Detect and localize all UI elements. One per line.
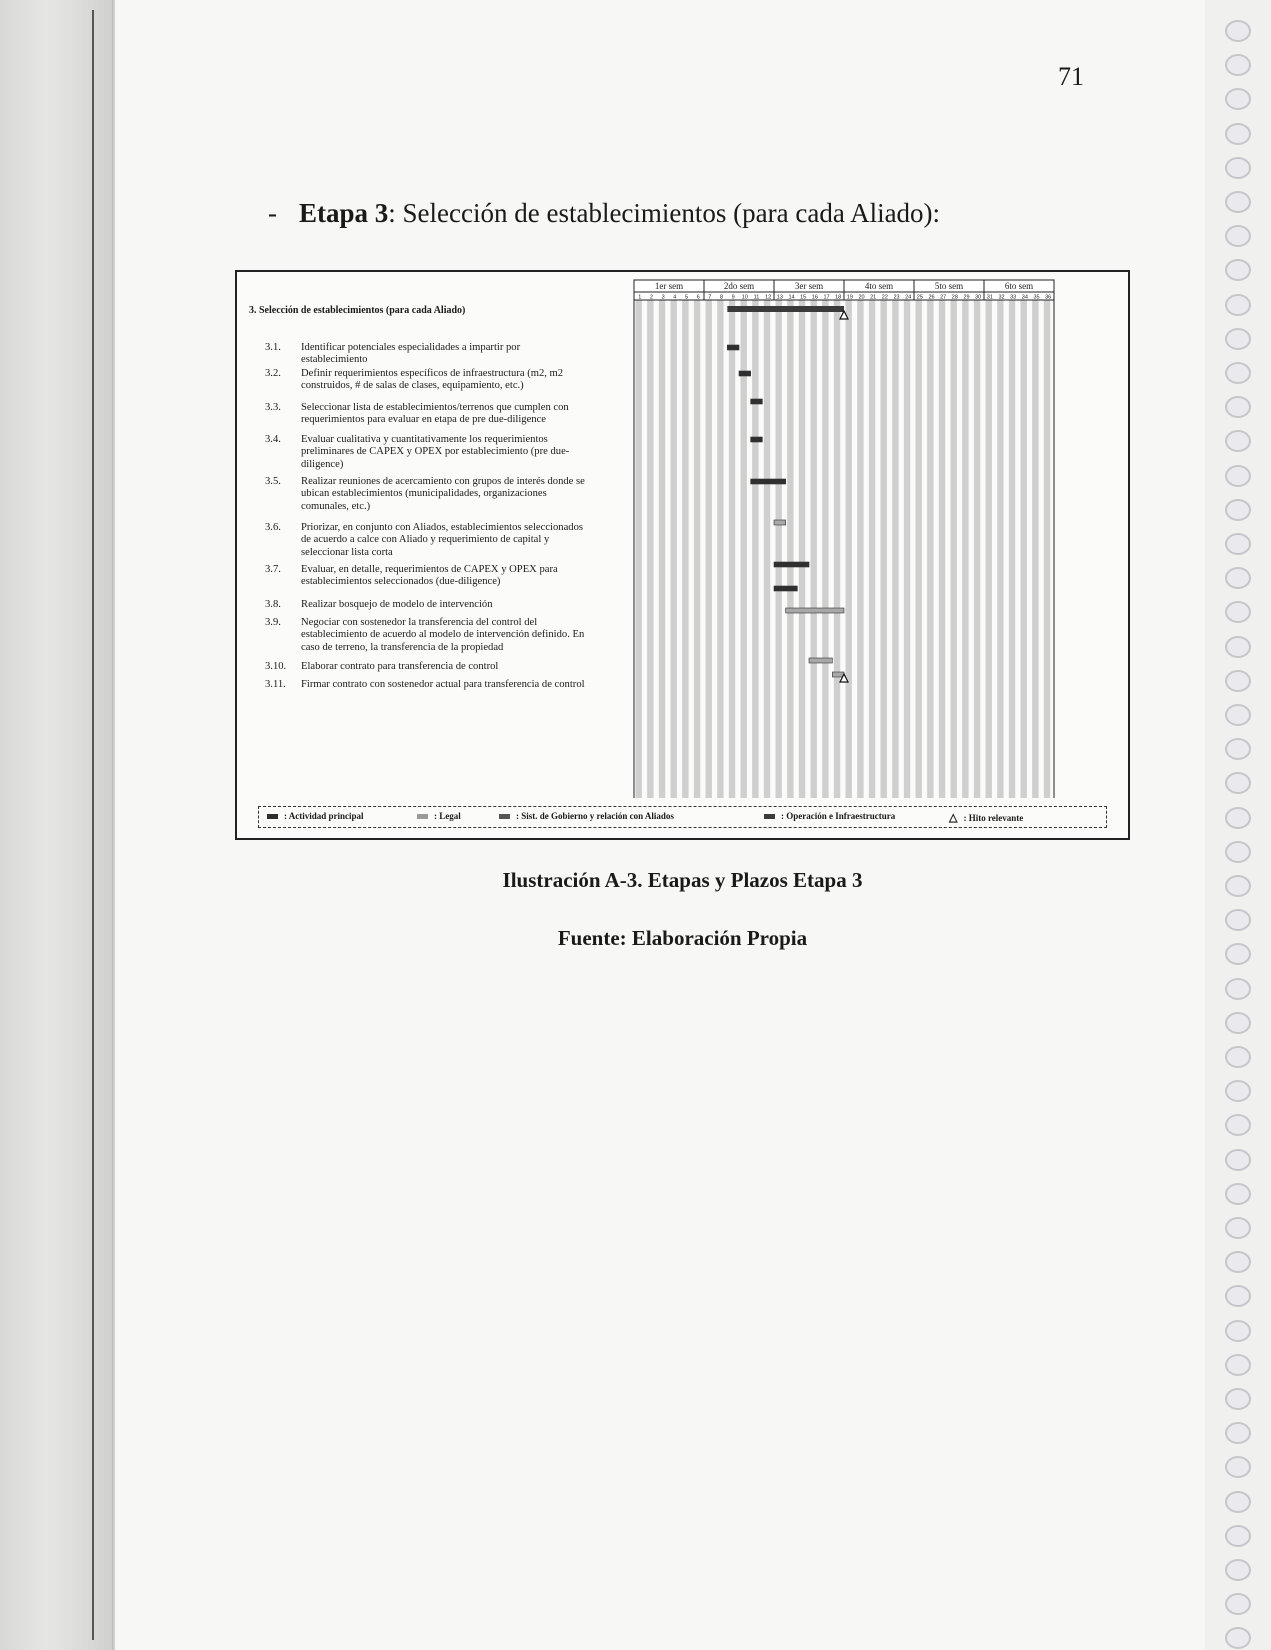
month-label: 9 (731, 294, 735, 301)
task-bar (751, 437, 763, 442)
month-label: 23 (893, 294, 900, 301)
month-label: 36 (1045, 294, 1052, 301)
month-column-shade (986, 300, 992, 798)
month-label: 20 (858, 294, 865, 301)
task-bar (774, 586, 797, 591)
legend-item (417, 811, 461, 821)
month-label: 29 (963, 294, 970, 301)
page-number: 71 (1058, 62, 1084, 91)
month-column-shade (1044, 300, 1050, 798)
binding-ring (1225, 601, 1251, 623)
binding-ring (1225, 259, 1251, 281)
binding-ring (1225, 738, 1251, 760)
month-label: 12 (765, 294, 772, 301)
task-description-line: Firmar contrato con sostenedor actual para transferencia de control (301, 679, 585, 690)
binding-ring (1225, 841, 1251, 863)
month-column-shade (706, 300, 712, 798)
binding-ring (1225, 157, 1251, 179)
figure-caption: Ilustración A-3. Etapas y Plazos Etapa 3 (502, 868, 863, 892)
month-column-shade (729, 300, 735, 798)
month-label: 1 (638, 294, 642, 301)
task-number: 3.11. (265, 679, 286, 690)
month-column-shade (694, 300, 700, 798)
semester-label: 2do sem (723, 281, 755, 291)
legend (258, 806, 1107, 828)
binding-ring (1225, 430, 1251, 452)
binding-ring (1225, 1217, 1251, 1239)
task-bar (786, 608, 844, 613)
binding-ring (1225, 978, 1251, 1000)
legend-label: : Sist. de Gobierno y relación con Aliados (516, 811, 674, 821)
task-number: 3.7. (265, 564, 281, 575)
binding-ring (1225, 1525, 1251, 1547)
task-description-line: Priorizar, en conjunto con Aliados, establecimientos seleccionados (301, 522, 583, 533)
month-label: 4 (673, 294, 677, 301)
task-number: 3.4. (265, 434, 281, 445)
task-number: 3.9. (265, 617, 281, 628)
month-label: 14 (788, 294, 795, 301)
task-description-line: comunales, etc.) (301, 500, 371, 512)
binding-ring (1225, 1251, 1251, 1273)
legend-swatch (267, 814, 278, 819)
legend-label: : Actividad principal (284, 811, 364, 821)
month-column-shade (647, 300, 653, 798)
month-label: 31 (986, 294, 993, 301)
legend-label: : Legal (434, 811, 461, 821)
task-description-line: seleccionar lista corta (301, 546, 393, 558)
month-column-shade (951, 300, 957, 798)
task-description-line: de acuerdo a calce con Aliado y requerimiento de capital y (301, 534, 550, 546)
month-label: 16 (811, 294, 818, 301)
month-column-shade (1009, 300, 1015, 798)
legend-item (499, 811, 674, 821)
heading-bullet: - (268, 198, 277, 228)
month-column-shade (682, 300, 688, 798)
legend-swatch (764, 814, 775, 819)
month-label: 11 (753, 294, 760, 301)
task-number: 3.5. (265, 476, 281, 487)
binding-edge (0, 0, 115, 1650)
binding-ring (1225, 772, 1251, 794)
binding-ring (1225, 1285, 1251, 1307)
month-column-shade (892, 300, 898, 798)
task-number: 3.6. (265, 522, 281, 533)
binding-ring (1225, 54, 1251, 76)
task-description-line: requerimientos para evaluar en etapa de pre due-diligence (301, 414, 547, 426)
gantt-chart (237, 272, 1128, 838)
semester-label: 6to sem (1004, 281, 1034, 291)
month-column-shade (1032, 300, 1038, 798)
figure-section-title: 3. Selección de establecimientos (para cada Aliado) (249, 305, 466, 316)
month-column-shade (997, 300, 1003, 798)
month-label: 5 (684, 294, 689, 301)
semester-label: 3er sem (794, 281, 824, 291)
binding-ring (1225, 465, 1251, 487)
binding-ring (1225, 1422, 1251, 1444)
month-label: 19 (846, 294, 853, 301)
month-label: 30 (975, 294, 982, 301)
month-column-shade (671, 300, 677, 798)
month-label: 33 (1010, 294, 1017, 301)
binding-ring (1225, 807, 1251, 829)
semester-label: 1er sem (654, 281, 684, 291)
month-column-shade (776, 300, 782, 798)
heading-rest: : Selección de establecimientos (para cada Aliado): (388, 198, 941, 228)
triangle-icon: △ (949, 812, 958, 824)
legend-swatch (499, 814, 510, 819)
month-label: 35 (1033, 294, 1040, 301)
binding-ring (1225, 1183, 1251, 1205)
binding-ring (1225, 20, 1251, 42)
binding-ring (1225, 225, 1251, 247)
month-label: 22 (881, 294, 888, 301)
month-label: 10 (741, 294, 748, 301)
month-column-shade (1021, 300, 1027, 798)
month-column-shade (939, 300, 945, 798)
month-column-shade (916, 300, 922, 798)
binding-ring (1225, 191, 1251, 213)
semester-label: 5to sem (934, 281, 964, 291)
month-column-shade (752, 300, 758, 798)
month-column-shade (799, 300, 805, 798)
month-column-shade (636, 300, 642, 798)
month-label: 17 (823, 294, 830, 301)
task-description-line: Evaluar cualitativa y cuantitativamente los requerimientos (301, 434, 548, 445)
legend-item (764, 811, 895, 821)
month-label: 27 (940, 294, 947, 301)
binding-ring (1225, 1046, 1251, 1068)
binding-ring (1225, 567, 1251, 589)
month-column-shade (974, 300, 980, 798)
month-label: 13 (776, 294, 783, 301)
legend-label: : Operación e Infraestructura (781, 811, 896, 821)
task-number: 3.8. (265, 599, 281, 610)
month-label: 26 (928, 294, 935, 301)
task-description-line: Definir requerimientos específicos de infraestructura (m2, m2 (301, 368, 564, 379)
task-description-line: caso de terreno, la transferencia de la propiedad (301, 641, 504, 653)
task-bar (739, 371, 751, 376)
binding-ring (1225, 909, 1251, 931)
task-description-line: preliminares de CAPEX y OPEX por establecimiento (pre due- (301, 446, 570, 458)
month-label: 18 (835, 294, 842, 301)
month-column-shade (787, 300, 793, 798)
month-column-shade (834, 300, 840, 798)
month-column-shade (717, 300, 723, 798)
month-label: 24 (905, 294, 912, 301)
binding-ring (1225, 1388, 1251, 1410)
heading-bold: Etapa 3 (299, 198, 389, 228)
binding-ring (1225, 362, 1251, 384)
legend-label: : Hito relevante (963, 813, 1024, 823)
binding-ring (1225, 704, 1251, 726)
month-label: 15 (800, 294, 807, 301)
task-description-line: establecimiento de acuerdo al modelo de intervención definido. En (301, 629, 585, 641)
month-label: 3 (661, 294, 665, 301)
month-column-shade (811, 300, 817, 798)
binding-ring (1225, 636, 1251, 658)
binding-fold-line (112, 0, 113, 1650)
binding-ring (1225, 1114, 1251, 1136)
binding-ring (1225, 1491, 1251, 1513)
gantt-figure (235, 270, 1130, 840)
month-label: 8 (719, 294, 724, 301)
binding-ring (1225, 88, 1251, 110)
task-bar (774, 562, 809, 567)
binding-ring (1225, 1559, 1251, 1581)
month-column-shade (659, 300, 665, 798)
binding-ring (1225, 1080, 1251, 1102)
legend-item (949, 811, 1023, 824)
month-label: 25 (916, 294, 923, 301)
task-description-line: establecimiento (301, 354, 368, 366)
task-description-line: construidos, # de salas de clases, equipamiento, etc.) (301, 380, 524, 392)
task-number: 3.3. (265, 402, 281, 413)
binding-ring (1225, 943, 1251, 965)
month-column-shade (764, 300, 770, 798)
month-label: 28 (951, 294, 958, 301)
month-label: 6 (696, 294, 700, 301)
binding-ring (1225, 670, 1251, 692)
section-heading (268, 198, 940, 229)
legend-swatch (417, 814, 428, 819)
task-description-line: ubican establecimientos (municipalidades, organizaciones (301, 488, 547, 500)
binding-ring (1225, 396, 1251, 418)
month-column-shade (822, 300, 828, 798)
task-number: 3.1. (265, 342, 281, 353)
task-description-line: Realizar reuniones de acercamiento con grupos de interés donde se (301, 476, 585, 487)
month-label: 7 (708, 294, 712, 301)
task-description-line: Seleccionar lista de establecimientos/terrenos que cumplen con (301, 402, 569, 413)
summary-bar (727, 306, 844, 312)
binding-shadow-line (92, 10, 94, 1640)
binding-ring (1225, 328, 1251, 350)
binding-ring (1225, 123, 1251, 145)
legend-item (267, 811, 364, 821)
month-column-shade (881, 300, 887, 798)
task-bar (751, 479, 786, 484)
binding-ring (1225, 1149, 1251, 1171)
month-column-shade (904, 300, 910, 798)
binding-ring (1225, 499, 1251, 521)
task-bar (727, 345, 739, 350)
binding-ring (1225, 294, 1251, 316)
semester-label: 4to sem (864, 281, 894, 291)
task-description-line: diligence) (301, 458, 344, 470)
month-column-shade (962, 300, 968, 798)
task-description-line: Evaluar, en detalle, requerimientos de CAPEX y OPEX para (301, 564, 558, 575)
figure-source: Fuente: Elaboración Propia (557, 926, 808, 950)
month-column-shade (927, 300, 933, 798)
binding-ring (1225, 1012, 1251, 1034)
month-column-shade (846, 300, 852, 798)
month-column-shade (869, 300, 875, 798)
task-bar (809, 658, 832, 663)
task-description-line: Identificar potenciales especialidades a impartir por (301, 342, 521, 353)
task-number: 3.2. (265, 368, 281, 379)
task-description-line: Negociar con sostenedor la transferencia del control del (301, 617, 538, 628)
binding-ring (1225, 875, 1251, 897)
month-label: 2 (649, 294, 654, 301)
task-bar (774, 520, 786, 525)
task-description-line: Realizar bosquejo de modelo de intervención (301, 599, 493, 610)
binding-ring (1225, 1593, 1251, 1615)
task-description-line: establecimientos seleccionados (due-diligence) (301, 576, 501, 588)
task-description-line: Elaborar contrato para transferencia de control (301, 661, 499, 672)
month-label: 32 (998, 294, 1005, 301)
binding-ring (1225, 1354, 1251, 1376)
spiral-binding (1205, 0, 1271, 1650)
task-bar (751, 399, 763, 404)
task-number: 3.10. (265, 661, 287, 672)
binding-ring (1225, 1456, 1251, 1478)
binding-ring (1225, 1627, 1251, 1649)
month-column-shade (857, 300, 863, 798)
binding-ring (1225, 1320, 1251, 1342)
month-label: 34 (1021, 294, 1028, 301)
binding-ring (1225, 533, 1251, 555)
month-label: 21 (870, 294, 877, 301)
